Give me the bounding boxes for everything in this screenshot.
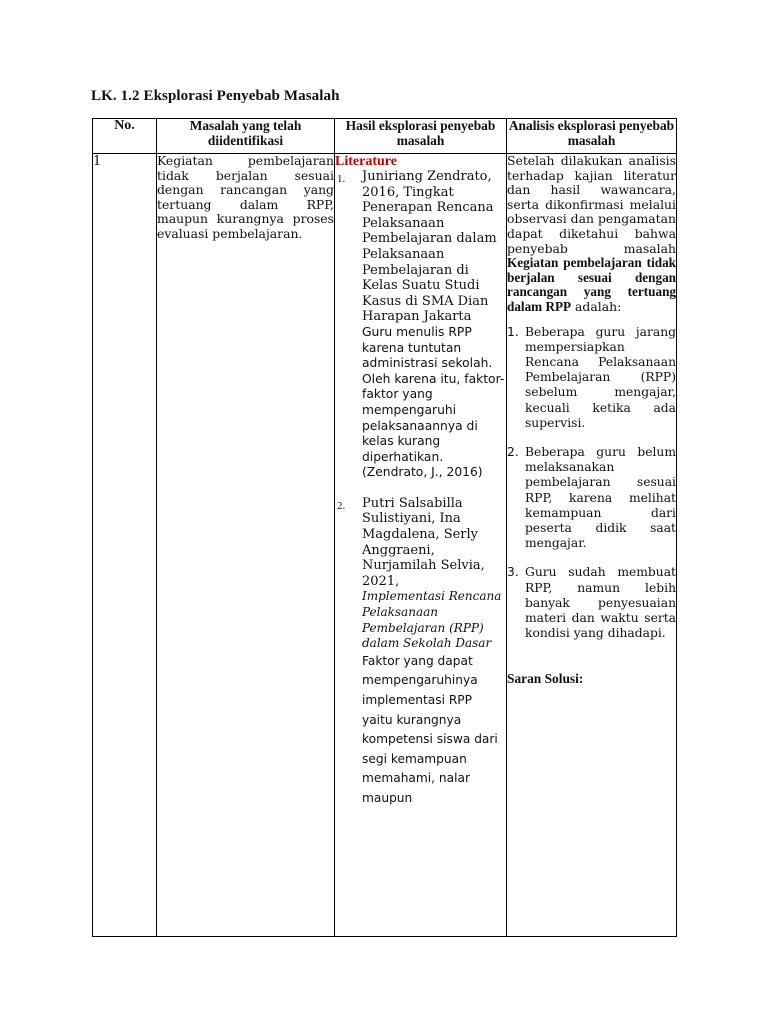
list-text: Beberapa guru belum melaksanakan pembelajaran sesuai RPP, karena melihat kemampuan dari peserta didik saat mengajar. [525,444,676,551]
reference-number: 2. [337,499,346,512]
list-number: 3. [507,565,519,580]
literature-label: Literature [335,154,397,169]
row-number: 1 [93,154,157,937]
list-text: Beberapa guru jarang mempersiapkan Rencana Pelaksanaan Pembelajaran (RPP) sebelum mengajar, kecuali ketika ada supervisi. [525,324,676,430]
header-no: No. [93,119,157,154]
reference-author: Putri Salsabilla Sulistiyani, Ina Magdalena, Serly Anggraeni, Nurjamilah Selvia, 2021, [362,495,485,589]
table-row [93,154,677,937]
hasil-cell [335,154,507,937]
reference-item-1 [335,169,506,481]
list-item [507,565,676,641]
list-item [507,445,676,551]
masalah-cell [157,154,335,937]
analysis-intro-text: Setelah dilakukan analisis terhadap kajian literatur dan hasil wawancara, serta dikonfirmasi melalui observasi dan pengamatan dapat diketahui bahwa penyebab masalah [507,153,676,256]
header-masalah: Masalah yang telah diidentifikasi [157,119,335,154]
reference-summary: Guru menulis RPP karena tuntutan administrasi sekolah. Oleh karena itu, faktor-faktor yang mempengaruhi pelaksanaannya di kelas kurang diperhatikan. (Zendrato, J., 2016) [362,324,505,480]
analysis-intro [507,154,676,315]
analysis-bold-problem: Kegiatan pembelajaran tidak berjalan sesuai dengan rancangan yang tertuang dalam RPP [507,255,676,314]
analisis-cell [507,154,677,937]
reference-author: Juniriang Zendrato, 2016, Tingkat Penerapan Rencana Pelaksanaan Pembelajaran dalam Pelaksanaan Pembelajaran di Kelas Suatu Studi Kasus di SMA Dian Harapan Jakarta [362,169,497,325]
exploration-table [92,118,677,937]
header-hasil: Hasil eksplorasi penyebab masalah [335,119,507,154]
reference-title: Implementasi Rencana Pelaksanaan Pembelajaran (RPP) dalam Sekolah Dasar [362,589,502,651]
list-number: 1. [507,324,519,339]
list-item [507,325,676,431]
analysis-tail: adalah: [571,298,622,314]
reference-summary: Faktor yang dapat mempengaruhinya implementasi RPP yaitu kurangnya kompetensi siswa dari segi kemampuan memahami, nalar maupun [362,653,498,805]
reference-item-2 [335,496,506,809]
saran-solusi-label: Saran Solusi: [507,671,584,687]
list-text: Guru sudah membuat RPP, namun lebih banyak penyesuaian materi dan waktu serta kondisi yang dihadapi. [525,565,676,641]
masalah-text: Kegiatan pembelajaran tidak berjalan sesuai dengan rancangan yang tertuang dalam RPP, maupun kurangnya proses evaluasi pembelajaran. [157,153,334,241]
list-number: 2. [507,444,519,459]
reference-number: 1. [337,173,346,185]
analysis-list [507,325,676,642]
header-analisis: Analisis eksplorasi penyebab masalah [507,119,677,154]
table-header-row [93,119,677,154]
page-heading: LK. 1.2 Eksplorasi Penyebab Masalah [91,88,340,104]
